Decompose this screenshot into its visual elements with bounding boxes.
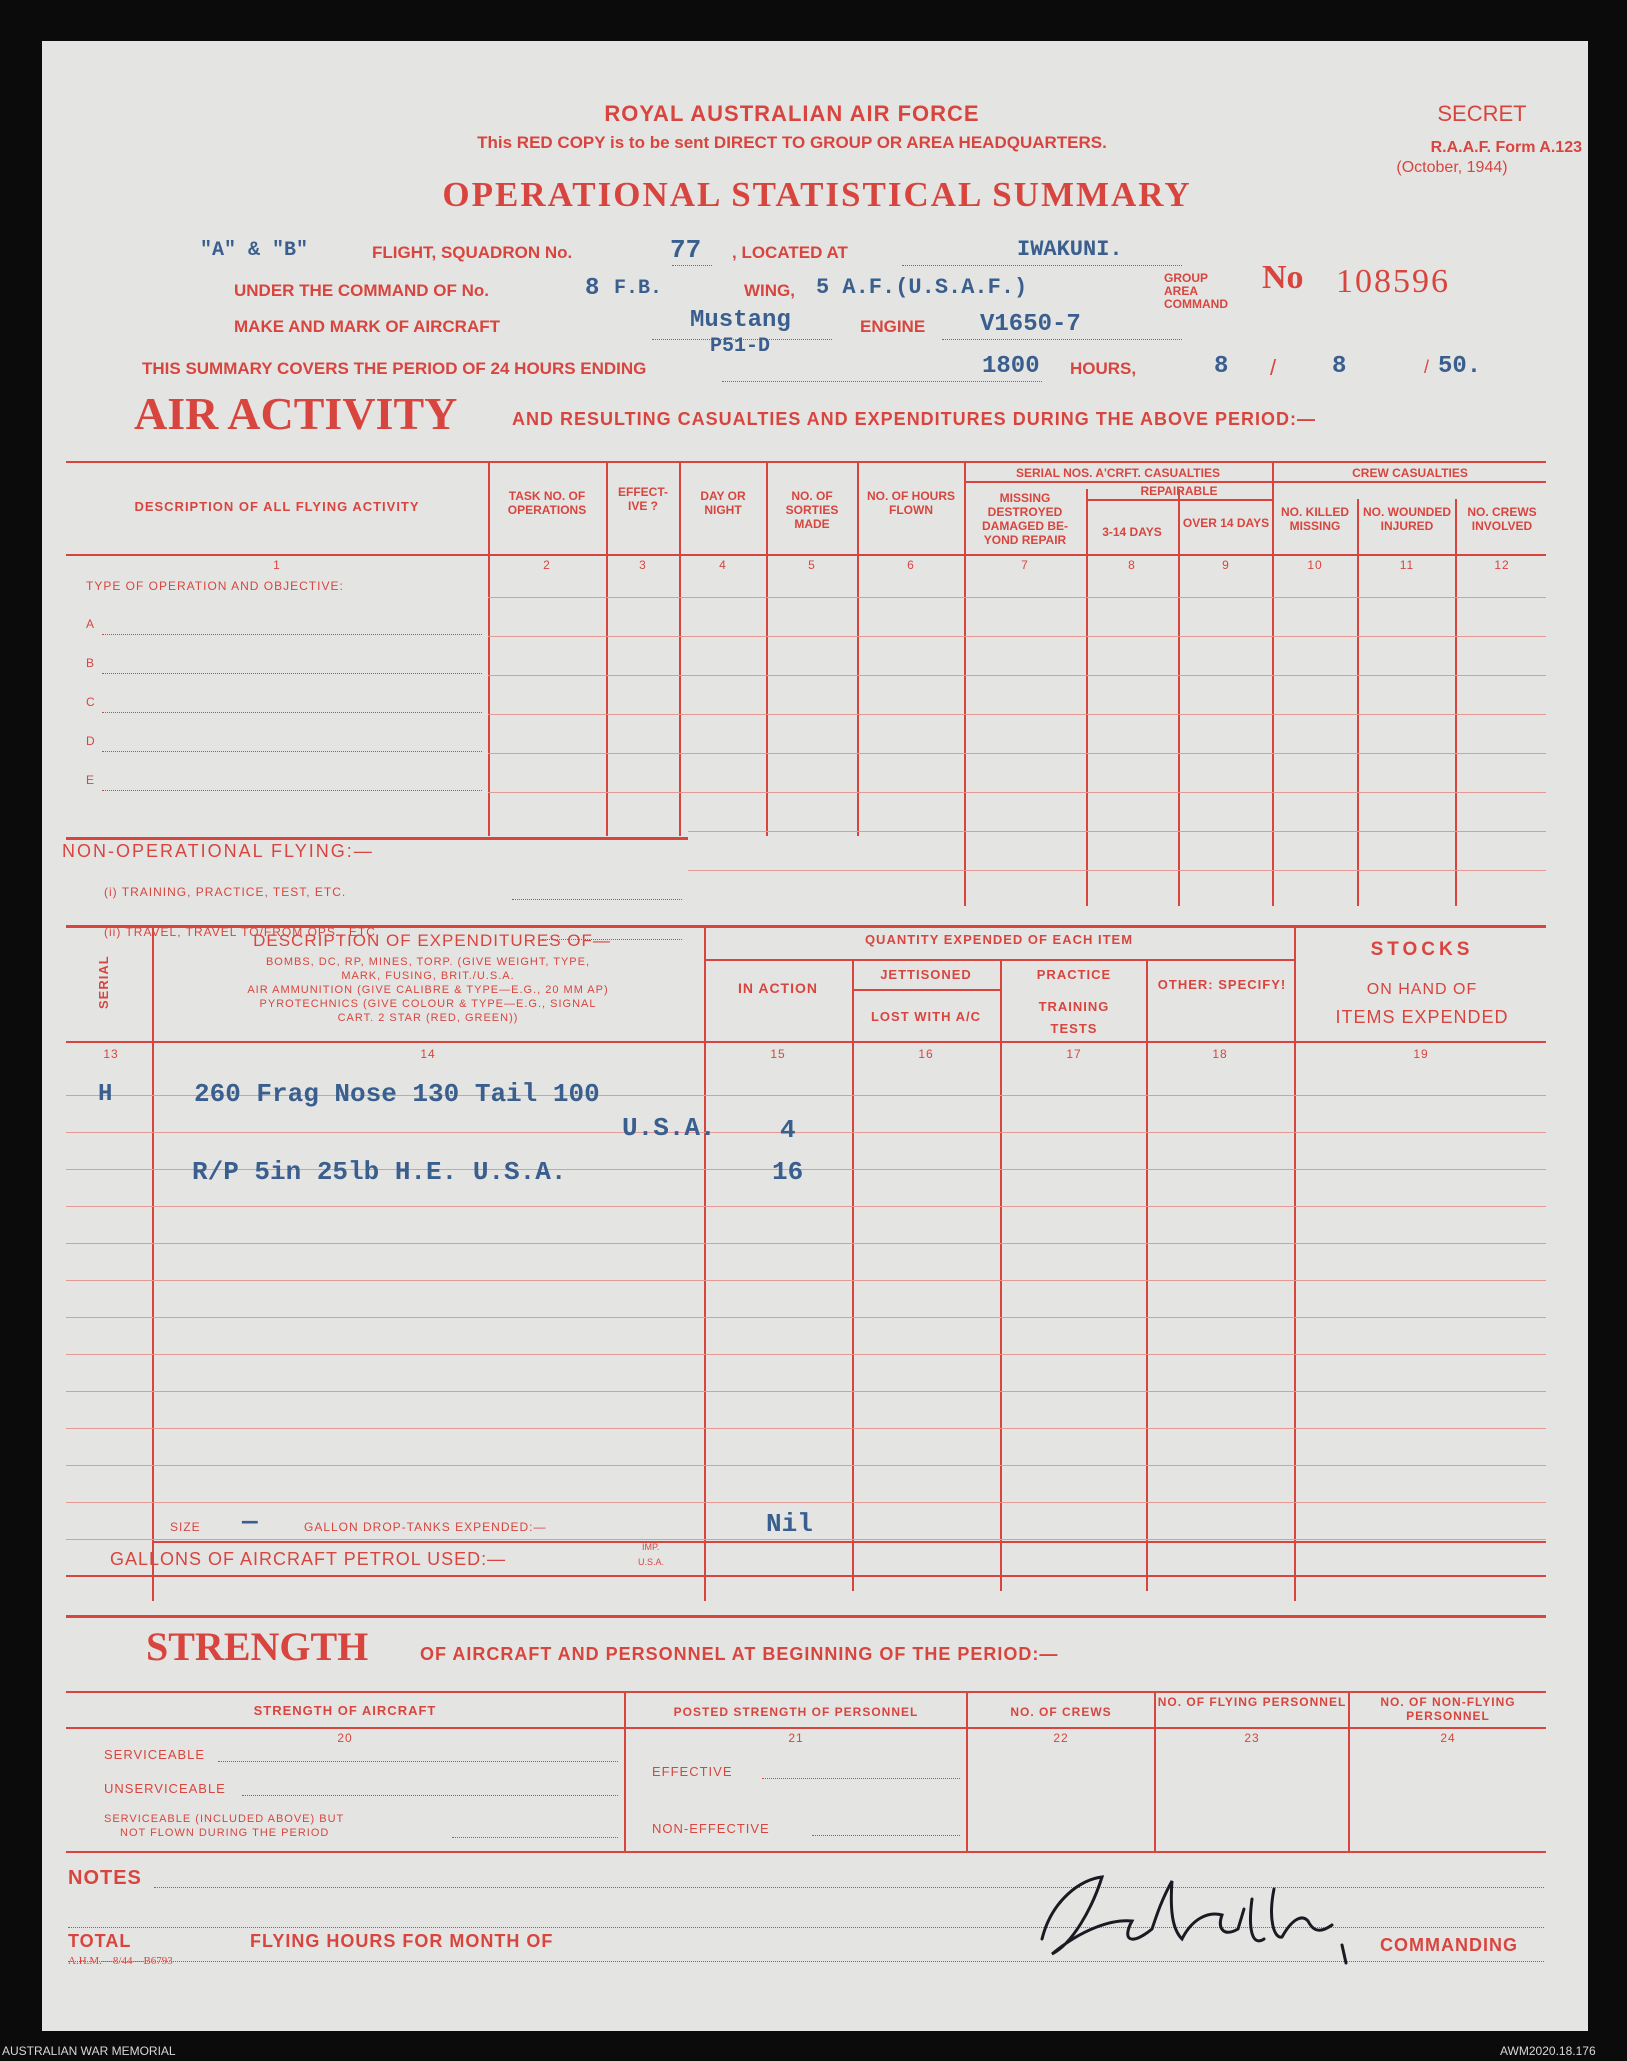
credit-right: AWM2020.18.176 — [1500, 2044, 1596, 2058]
strength-heading: STRENGTH — [146, 1624, 369, 1669]
form-title: OPERATIONAL STATISTICAL SUMMARY — [442, 175, 1192, 214]
group-serial-casualties: SERIAL NOS. A'CRFT. CASUALTIES — [1016, 466, 1220, 480]
expenditure-desc-title: DESCRIPTION OF EXPENDITURES OF— — [253, 931, 611, 950]
serial-no-label: No — [1262, 259, 1304, 296]
entry-1-serial: H — [98, 1081, 113, 1108]
colnum-7: 7 — [1021, 558, 1029, 572]
drop-tanks-value: Nil — [766, 1509, 813, 1539]
print-code: A.H.M.—8/44—B6793 — [68, 1955, 173, 1967]
col-practice: PRACTICE — [1036, 967, 1112, 982]
colnum-13: 13 — [103, 1047, 119, 1061]
size-label: SIZE — [170, 1520, 201, 1534]
col-no-of-crews: NO. OF CREWS — [1010, 1705, 1112, 1719]
col-training: TRAINING — [1038, 999, 1110, 1014]
non-operational-label: NON-OPERATIONAL FLYING:— — [62, 841, 374, 861]
year-value: 50. — [1438, 353, 1482, 380]
serial-col-label: SERIAL — [96, 955, 111, 1009]
org-title: ROYAL AUSTRALIAN AIR FORCE — [604, 101, 980, 126]
desc-line-5: CART. 2 STAR (RED, GREEN)) — [337, 1012, 519, 1024]
stocks-label: STOCKS — [1370, 939, 1474, 960]
col-3-14-days: 3-14 DAYS — [1102, 525, 1162, 539]
col-killed-missing: NO. KILLED MISSING — [1281, 505, 1349, 533]
row-a-label: A — [86, 617, 96, 631]
hours-value: 1800 — [982, 353, 1040, 380]
colnum-8: 8 — [1128, 558, 1136, 572]
colnum-24: 24 — [1440, 1731, 1456, 1745]
desc-line-2: MARK, FUSING, BRIT./U.S.A. — [341, 970, 515, 982]
colnum-14: 14 — [420, 1047, 436, 1061]
colnum-20: 20 — [337, 1731, 353, 1745]
not-flown-line-2: NOT FLOWN DURING THE PERIOD — [120, 1827, 330, 1839]
credit-left: AUSTRALIAN WAR MEMORIAL — [2, 2044, 176, 2058]
squadron-number: 77 — [670, 235, 702, 265]
colnum-21: 21 — [788, 1731, 804, 1745]
wing-label: WING, — [744, 281, 795, 300]
aircraft-value: Mustang — [690, 307, 791, 334]
row-d-label: D — [86, 734, 96, 748]
col-jettisoned: JETTISONED — [880, 967, 972, 982]
engine-value: V1650-7 — [980, 311, 1081, 338]
flying-hours-label: FLYING HOURS FOR MONTH OF — [250, 1931, 554, 1951]
qty-title: QUANTITY EXPENDED OF EACH ITEM — [864, 932, 1134, 947]
colnum-23: 23 — [1244, 1731, 1260, 1745]
type-of-operation-label: TYPE OF OPERATION AND OBJECTIVE: — [86, 579, 344, 593]
air-activity-subheading: AND RESULTING CASUALTIES AND EXPENDITURES DURING THE ABOVE PERIOD:— — [512, 409, 1317, 429]
wing-prefix: F.B. — [614, 277, 663, 300]
non-op-travel: (ii) TRAVEL, TRAVEL TO/FROM OPS., ETC. — [104, 925, 381, 939]
hours-label: HOURS, — [1070, 359, 1137, 378]
total-label: TOTAL — [68, 1931, 132, 1951]
entry-2-qty: 4 — [780, 1115, 796, 1145]
colnum-5: 5 — [808, 558, 816, 572]
row-b-label: B — [86, 656, 96, 670]
strength-subheading: OF AIRCRAFT AND PERSONNEL AT BEGINNING OF THE PERIOD:— — [420, 1644, 1059, 1664]
items-expended-label: ITEMS EXPENDED — [1335, 1007, 1509, 1027]
colnum-18: 18 — [1212, 1047, 1228, 1061]
located-label: , LOCATED AT — [732, 243, 848, 262]
colnum-16: 16 — [918, 1047, 934, 1061]
col-day-night: DAY OR NIGHT — [700, 489, 746, 517]
col-description: DESCRIPTION OF ALL FLYING ACTIVITY — [134, 499, 420, 514]
petrol-imp: IMP. — [642, 1542, 660, 1552]
col-over-14-days: OVER 14 DAYS — [1182, 516, 1270, 530]
on-hand-label: ON HAND OF — [1366, 981, 1478, 998]
unserviceable-label: UNSERVICEABLE — [104, 1781, 226, 1796]
colnum-15: 15 — [770, 1047, 786, 1061]
day-value: 8 — [1214, 353, 1229, 380]
area-text: AREA — [1164, 284, 1199, 298]
air-activity-heading: AIR ACTIVITY — [134, 388, 458, 439]
group-repairable: REPAIRABLE — [1140, 484, 1218, 498]
col-in-action: IN ACTION — [737, 980, 819, 996]
col-strength-aircraft: STRENGTH OF AIRCRAFT — [253, 1703, 437, 1718]
not-flown-line-1: SERVICEABLE (INCLUDED ABOVE) BUT — [104, 1813, 345, 1825]
col-missing-destroyed: MISSING DESTROYED DAMAGED BE-YOND REPAIR — [982, 491, 1068, 547]
col-wounded: NO. WOUNDED INJURED — [1363, 505, 1451, 533]
col-task: TASK NO. OF OPERATIONS — [507, 489, 587, 517]
col-lost-with-ac: LOST WITH A/C — [870, 1009, 981, 1024]
colnum-22: 22 — [1053, 1731, 1069, 1745]
colnum-1: 1 — [273, 558, 281, 572]
colnum-6: 6 — [907, 558, 915, 572]
row-c-label: C — [86, 695, 96, 709]
flight-label: FLIGHT, SQUADRON No. — [372, 243, 573, 262]
command-label: UNDER THE COMMAND OF No. — [234, 281, 489, 300]
form-date: (October, 1944) — [1396, 159, 1508, 176]
colnum-17: 17 — [1066, 1047, 1082, 1061]
commanding-officer-signature — [1012, 1859, 1362, 1969]
serial-number: 108596 — [1336, 263, 1450, 300]
col-flying-personnel: NO. OF FLYING PERSONNEL — [1157, 1695, 1347, 1709]
aircraft-label: MAKE AND MARK OF AIRCRAFT — [234, 317, 500, 336]
group-text: GROUP — [1164, 271, 1209, 285]
col-posted-strength: POSTED STRENGTH OF PERSONNEL — [673, 1705, 919, 1719]
colnum-11: 11 — [1399, 558, 1415, 572]
secret-label: SECRET — [1437, 101, 1527, 126]
slash-2: / — [1424, 357, 1430, 377]
slash-1: / — [1270, 355, 1277, 380]
col-other: OTHER: SPECIFY! — [1157, 977, 1287, 992]
non-op-training: (i) TRAINING, PRACTICE, TEST, ETC. — [104, 885, 347, 899]
colnum-10: 10 — [1307, 558, 1323, 572]
effective-label: EFFECTIVE — [652, 1764, 733, 1779]
serviceable-label: SERVICEABLE — [104, 1747, 206, 1762]
col-tests: TESTS — [1050, 1021, 1098, 1036]
non-effective-label: NON-EFFECTIVE — [652, 1821, 770, 1836]
col-crews-involved: NO. CREWS INVOLVED — [1467, 505, 1537, 533]
notes-label: NOTES — [68, 1867, 142, 1889]
colnum-2: 2 — [543, 558, 551, 572]
group-crew-casualties: CREW CASUALTIES — [1352, 466, 1468, 480]
red-copy-instruction: This RED COPY is to be sent DIRECT TO GROUP OR AREA HEADQUARTERS. — [477, 133, 1107, 152]
colnum-3: 3 — [639, 558, 647, 572]
petrol-label: GALLONS OF AIRCRAFT PETROL USED:— — [110, 1549, 507, 1569]
desc-line-4: PYROTECHNICS (GIVE COLOUR & TYPE—E.G., SIGNAL — [259, 998, 597, 1010]
col-sorties: NO. OF SORTIES MADE — [785, 489, 839, 531]
desc-line-1: BOMBS, DC, RP, MINES, TORP. (GIVE WEIGHT, TYPE, — [265, 956, 591, 968]
entry-2-desc: U.S.A. — [622, 1113, 716, 1143]
colnum-4: 4 — [719, 558, 727, 572]
size-value: — — [242, 1507, 258, 1537]
row-e-label: E — [86, 773, 96, 787]
form-sheet — [42, 41, 1588, 2031]
col-effective: EFFECT-IVE ? — [618, 485, 668, 513]
form-number: R.A.A.F. Form A.123 — [1430, 139, 1582, 156]
flight-value: "A" & "B" — [200, 239, 309, 262]
desc-line-3: AIR AMMUNITION (GIVE CALIBRE & TYPE—E.G., 20 MM AP) — [247, 984, 609, 996]
entry-3-desc: R/P 5in 25lb H.E. U.S.A. — [192, 1157, 567, 1187]
col-non-flying-personnel: NO. OF NON-FLYING PERSONNEL — [1380, 1695, 1516, 1723]
col-hours: NO. OF HOURS FLOWN — [866, 489, 955, 517]
command-number: 8 — [585, 275, 600, 302]
command-text: COMMAND — [1164, 297, 1228, 311]
group-area-command — [1164, 272, 1228, 311]
period-label: THIS SUMMARY COVERS THE PERIOD OF 24 HOURS ENDING — [142, 359, 647, 378]
petrol-usa: U.S.A. — [638, 1557, 665, 1567]
colnum-12: 12 — [1494, 558, 1510, 572]
expenditure-desc-notes — [158, 955, 698, 1025]
location-value: IWAKUNI. — [1017, 237, 1123, 262]
colnum-9: 9 — [1222, 558, 1230, 572]
commanding-label: COMMANDING — [1380, 1935, 1518, 1955]
drop-tanks-label: GALLON DROP-TANKS EXPENDED:— — [304, 1520, 547, 1534]
engine-label: ENGINE — [860, 317, 926, 336]
colnum-19: 19 — [1413, 1047, 1429, 1061]
month-value: 8 — [1332, 353, 1347, 380]
entry-3-qty: 16 — [772, 1157, 804, 1187]
entry-1-desc: 260 Frag Nose 130 Tail 100 — [194, 1079, 600, 1109]
command-value: 5 A.F.(U.S.A.F.) — [816, 275, 1028, 300]
aircraft-mark: P51-D — [710, 335, 771, 358]
